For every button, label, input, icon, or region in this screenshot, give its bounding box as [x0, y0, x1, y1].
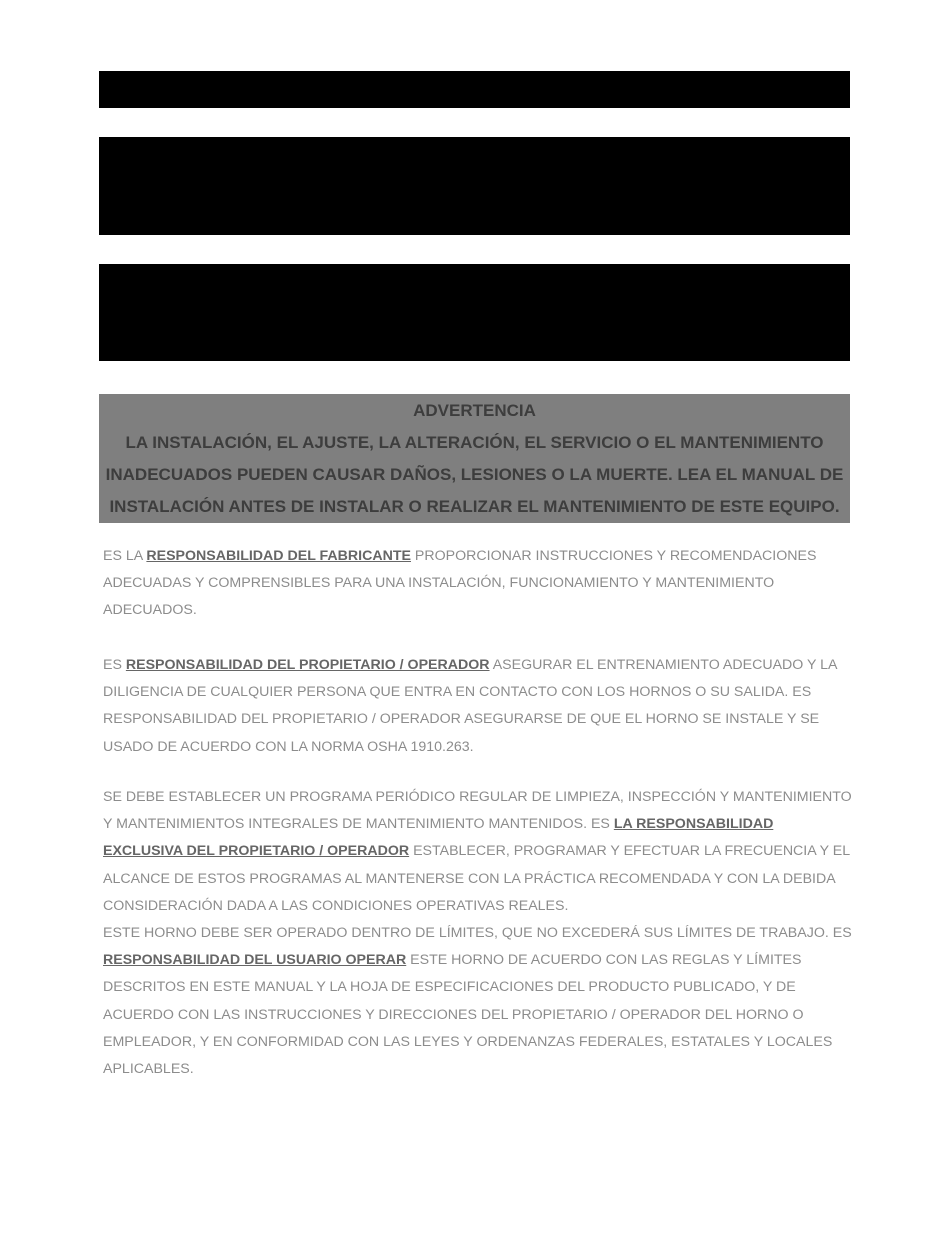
text: Y MANTENIMIENTOS INTEGRALES DE MANTENIMIENTO MANTENIDOS. ES [103, 816, 614, 833]
paragraph-line: ADECUADAS Y COMPRENSIBLES PARA UNA INSTALACIÓN, FUNCIONAMIENTO Y MANTENIMIENTO [103, 575, 775, 592]
paragraph-line: RESPONSABILIDAD DEL PROPIETARIO / OPERADOR ASEGURARSE DE QUE EL HORNO SE INSTALE Y SE [103, 711, 820, 728]
underlined-phrase: RESPONSABILIDAD DEL USUARIO OPERAR [103, 952, 407, 969]
underlined-phrase: LA RESPONSABILIDAD [613, 816, 774, 833]
redacted-bar-2 [99, 137, 850, 235]
paragraph-line: ADECUADOS. [103, 602, 197, 619]
warning-box [99, 394, 850, 523]
paragraph-line [103, 838, 863, 865]
paragraph-maintenance [103, 784, 863, 1083]
warning-line-3: INSTALACIÓN ANTES DE INSTALAR O REALIZAR EL MANTENIMIENTO DE ESTE EQUIPO. [109, 497, 840, 516]
text: ES [103, 657, 126, 673]
redacted-bar-3 [99, 264, 850, 361]
warning-line-2: INADECUADOS PUEDEN CAUSAR DAÑOS, LESIONES O LA MUERTE. LEA EL MANUAL DE [105, 465, 844, 484]
paragraph-manufacturer [103, 543, 863, 625]
paragraph-line: EMPLEADOR, Y EN CONFORMIDAD CON LAS LEYES Y ORDENANZAS FEDERALES, ESTATALES Y LOCALES [103, 1033, 833, 1050]
text: ESTABLECER, PROGRAMAR Y EFECTUAR LA FRECUENCIA Y EL [409, 843, 851, 860]
paragraph-line: USADO DE ACUERDO CON LA NORMA OSHA 1910.263. [103, 738, 474, 755]
paragraph-line: ALCANCE DE ESTOS PROGRAMAS AL MANTENERSE CON LA PRÁCTICA RECOMENDADA Y CON LA DEBIDA [103, 870, 836, 887]
paragraph-line: ACUERDO CON LAS INSTRUCCIONES Y DIRECCIONES DEL PROPIETARIO / OPERADOR DEL HORNO O [103, 1006, 804, 1023]
text: ESTE HORNO DE ACUERDO CON LAS REGLAS Y LÍMITES [406, 952, 802, 969]
paragraph-line [103, 947, 863, 974]
paragraph-line: DILIGENCIA DE CUALQUIER PERSONA QUE ENTRA EN CONTACTO CON LOS HORNOS O SU SALIDA. ES [103, 684, 812, 701]
paragraph-line [103, 543, 863, 570]
warning-title: ADVERTENCIA [413, 401, 536, 420]
paragraph-line [103, 652, 863, 679]
paragraph-line: DESCRITOS EN ESTE MANUAL Y LA HOJA DE ESPECIFICACIONES DEL PRODUCTO PUBLICADO, Y DE [103, 979, 796, 996]
text: ASEGURAR EL ENTRENAMIENTO ADECUADO Y LA [489, 657, 838, 673]
paragraph-line: CONSIDERACIÓN DADA A LAS CONDICIONES OPERATIVAS REALES. [103, 897, 569, 914]
underlined-phrase: RESPONSABILIDAD DEL PROPIETARIO / OPERADOR [125, 657, 490, 673]
paragraph-line: APLICABLES. [103, 1061, 194, 1078]
paragraph-owner [103, 652, 863, 761]
text: ES LA [103, 548, 147, 564]
paragraph-line: SE DEBE ESTABLECER UN PROGRAMA PERIÓDICO REGULAR DE LIMPIEZA, INSPECCIÓN Y MANTENIMIENTO [103, 789, 852, 805]
paragraph-line: ESTE HORNO DEBE SER OPERADO DENTRO DE LÍMITES, QUE NO EXCEDERÁ SUS LÍMITES DE TRABAJO. ES [103, 925, 852, 942]
redacted-bar-1 [99, 71, 850, 108]
paragraph-line [103, 811, 863, 838]
text: PROPORCIONAR INSTRUCCIONES Y RECOMENDACIONES [410, 548, 817, 564]
underlined-phrase: EXCLUSIVA DEL PROPIETARIO / OPERADOR [103, 843, 410, 860]
underlined-phrase: RESPONSABILIDAD DEL FABRICANTE [146, 548, 411, 564]
warning-line-1: LA INSTALACIÓN, EL AJUSTE, LA ALTERACIÓN, EL SERVICIO O EL MANTENIMIENTO [125, 433, 824, 452]
